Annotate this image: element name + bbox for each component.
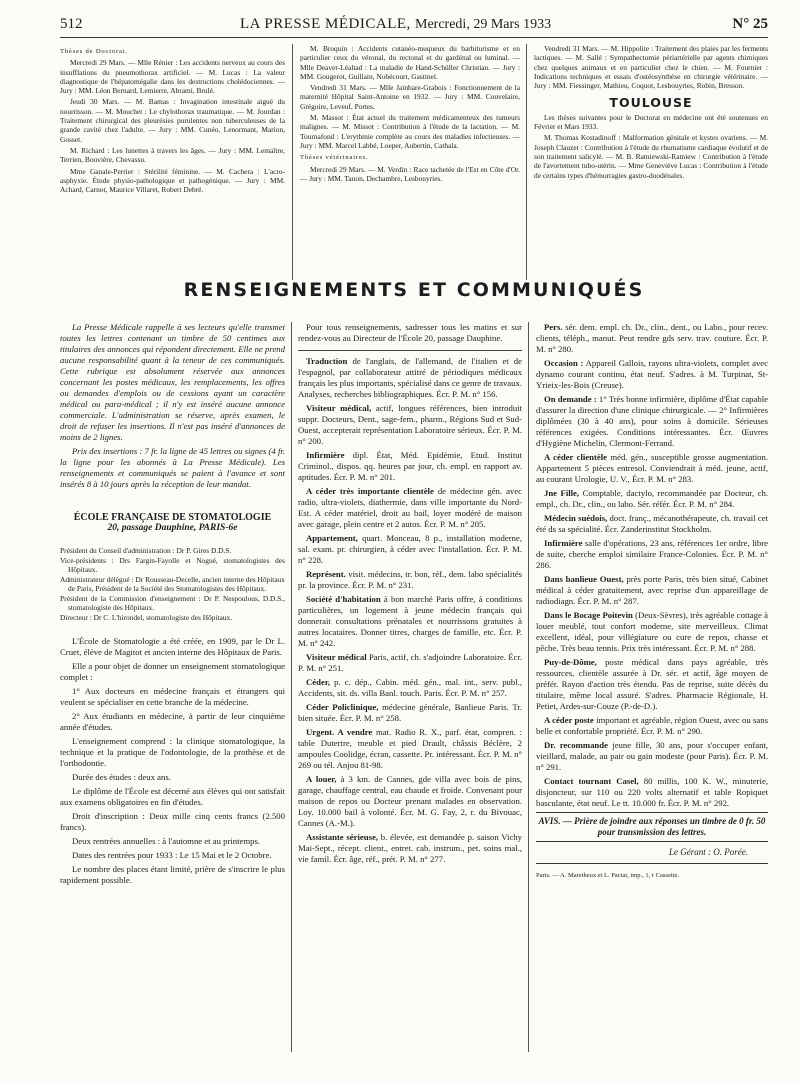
column-divider — [291, 322, 292, 1052]
classified-ad — [298, 486, 522, 530]
paragraph: M. Thomas Kostadinoff : Malformation génitale et kystes ovariens. — M. Joseph Clauzet : Contribution à l'étude du rhumatisme cardiaque évolutif et de son traitement salicylé. — M. B. Ratniewski-Ratniew : Contribution à l'étude de l'avortement tubo-utérin. — Mme Geneviève Lucas : Contribution à l'étude de certains types d'hémorragies gastro-duodénales. — [534, 133, 768, 180]
page-number: 512 — [60, 16, 83, 32]
paragraph: M. Broquin : Accidents cutanéo-muqueux du barbiturisme et en particulier ceux du véronal, du rectonal et du gardénal ou luminal. — Mlle Deaver-Léaltad : La maladie de Hand-Schüller Christian. — Jury : MM. Gougerot, Guillain, Nobécourt, Gastinel. — [300, 44, 520, 81]
gerant-signature: Le Gérant : O. Porée. — [536, 842, 768, 864]
ad-lead: A céder très importante clientèle — [306, 486, 434, 496]
ad-text: Paris, actif, ch. s'adjoindre Laboratoire. Écr. P. M. n° 251. — [298, 652, 522, 673]
header-rule — [60, 37, 768, 38]
classified-ad — [298, 594, 522, 649]
paragraph: Mercredi 29 Mars. — Mlle Rénier : Les accidents nerveux au cours des insufflations du pneumothorax artificiel. — M. Lucas : La valeur diagnostique de l'hépatomégalie dans les destructions cholédociennes. — Jury : MM. Léon Bernard, Lemierre, Abrami, Brulé. — [60, 58, 285, 96]
classified-ad — [536, 574, 768, 607]
paragraph: Vendredi 31 Mars. — M. Hippolite : Traitement des plaies par les ferments lactiques. — M. Sallé : Sympathectomie périartérielle par agents chimiques chez quelques animaux et en particulier chez le chien. — M. Fournier : Indications techniques et essais d'ostéosynthèse en chirurgie vétérinaire. — Jury : MM. Fiessinger, Mathieu, Coquot, Lesbouyries, Robin, Bresson. — [534, 44, 768, 91]
classified-ad — [536, 488, 768, 510]
classified-ad — [298, 702, 522, 724]
classified-ad — [536, 610, 768, 654]
classified-ad — [536, 776, 768, 809]
ad-text: doct. franç., mécanothérapeute, ch. travail cet été ds sa spécialité. Écr. Zanderinstitut Stockholm. — [536, 513, 768, 534]
intro-notice — [60, 322, 285, 490]
paragraph: 2° Aux étudiants en médecine, à partir de leur cinquième année d'études. — [60, 711, 285, 732]
paragraph: Jeudi 30 Mars. — M. Bamas : Invagination intestinale aiguë du nourrisson. — M. Mouchet : Le chylothorax traumatique. — M. Jourdan : Traitement chirurgical des pleurésies purulentes non tuberculeuses de la grande cavité chez l'adulte. — Jury : MM. Cunéo, Lenormant, Marion, Gosset. — [60, 97, 285, 144]
ad-lead: Dans le Bocage Poitevin — [544, 610, 633, 620]
divider-rule — [298, 350, 522, 351]
ad-text: à 3 km. de Cannes, gde villa avec bois de pins, garage, chauffage central, eau chaude et froide. Convenant pour maison de repos ou Docteur prenant malades en observation. Loy. 10.000 bail à volonté. Écr. M. G. Fay, 2, r. du Bivouac, Cannes (A.-M.). — [298, 774, 522, 828]
ad-lead: A céder clientèle — [544, 452, 607, 462]
paragraph: Président de la Commission d'enseignement : Dr P. Nespoulous, D.D.S., stomatologiste des Hôpitaux. — [60, 594, 285, 612]
ecole-description — [60, 636, 285, 886]
ad-text: poste médical dans pays agréable, très ressources, clientèle assurée à Dr. sér. et actif, âge moyen de préfér. Rayon d'action très étendu. Pas de reprise, suite décès du titulaire, même local assuré. S'adres. Pharmacie Régionale, H. Petiet, Ardes-sur-Couze (P.-de-D.). — [536, 657, 768, 711]
classified-ad — [298, 356, 522, 400]
paragraph: 1° Aux docteurs en médecine français et étrangers qui veulent se spécialiser en cette branche de la médecine. — [60, 686, 285, 707]
ad-text: b. élevée, est demandée p. saison Vichy Mai-Sept., récept. client., entret. cab. instrum., pet. soins mal., vie famil. Écr. âge, réf., prét. P. M. n° 277. — [298, 832, 522, 864]
ad-text: 80 millis, 100 K. W., minuterie, disjoncteur, sur 110 ou 220 volts alternatif et table Ropiquet basculante, état neuf. Le tt. 10.000 fr. Écr. P. M. n° 292. — [536, 776, 768, 808]
ad-lead: Assistante sérieuse, — [306, 832, 379, 842]
theses-column-1 — [60, 44, 285, 280]
classified-ad — [298, 569, 522, 591]
ad-text: important et agréable, région Ouest, avec ou sans belle et confortable propriété. Écr. P. M. n° 290. — [536, 715, 768, 736]
ad-lead: Appartement, — [306, 533, 358, 543]
paragraph: M. Richard : Les lunettes à travers les âges. — Jury : MM. Lemaître, Terrien, Bouvière, Chevassu. — [60, 145, 285, 165]
paragraph: Le diplôme de l'École est décerné aux élèves qui ont satisfait aux examens obligatoires en fin d'études. — [60, 786, 285, 807]
communiques-column-3 — [536, 322, 768, 1052]
classified-ad — [536, 538, 768, 571]
classified-ad — [298, 450, 522, 483]
classified-ad — [536, 657, 768, 712]
classified-ad — [536, 358, 768, 391]
ad-lead: Puy-de-Dôme, — [544, 657, 597, 667]
ad-lead: Traduction — [306, 356, 348, 366]
ad-lead: Urgent. A vendre — [306, 727, 373, 737]
paragraph: Durée des études : deux ans. — [72, 772, 171, 782]
paragraph: Deux rentrées annuelles : à l'automne et au printemps. — [72, 836, 261, 846]
ad-lead: Société d'habitation — [306, 594, 381, 604]
classified-ad — [298, 652, 522, 674]
ad-lead: Infirmière — [544, 538, 583, 548]
paragraph: Prix des insertions : 7 fr. la ligne de 45 lettres ou signes (4 fr. la ligne pour les abonnés à La Presse Médicale). Les renseignements et communiqués se paient à l'avance et sont insérés 8 à 10 jours après la réception de leur mandat. — [60, 446, 285, 489]
ad-lead: Pers. — [544, 322, 563, 332]
ad-text: près porte Paris, très bien situé, Cabinet médical à céder gratuitement, avec reprise d'un appareillage de radiodiagn. Écr. P. M. n° 287. — [536, 574, 768, 606]
paragraph: M. Massot : État actuel du traitement médicamenteux des tumeurs malignes. — M. Missot : Contribution à l'étude de la lactation. — M. Tournafond : L'erythmie complète au cours des maladies infectieuses. — Jury : MM. Marcel Labbé, Loeper, Aubertin, Cathala. — [300, 113, 520, 150]
classified-ad — [298, 832, 522, 865]
ad-lead: Dans banlieue Ouest, — [544, 574, 624, 584]
communiques-section — [60, 322, 768, 1052]
ad-text: méd. gén., susceptible grosse augmentation. Appartement 5 pièces entresol. Conviendrait à méd. jeune, actif, au courant Urologie, U. V., Écr. P. M. n° 283. — [536, 452, 768, 484]
ad-lead: Visiteur médical, — [306, 403, 372, 413]
doctorat-list — [60, 58, 285, 194]
ad-lead: Dr. recommande — [544, 740, 608, 750]
ad-lead: A céder poste — [544, 715, 594, 725]
ad-lead: Contact tournant Casel, — [544, 776, 639, 786]
ad-lead: Céder, — [306, 677, 331, 687]
ad-lead: Céder Policlinique, — [306, 702, 379, 712]
classified-ad — [536, 452, 768, 485]
veterinaire-entry: Mercredi 29 Mars. — M. Verdin : Race tachetée de l'Est en Côte d'Or. — Jury : MM. Tanon, Dechambre, Lesbouyries. — [300, 164, 520, 183]
classified-ad — [298, 533, 522, 566]
theses-list-3 — [534, 44, 768, 90]
journal-name: LA PRESSE MÉDICALE, — [240, 16, 411, 32]
paragraph: Administrateur délégué : Dr Rousseau-Decelle, ancien interne des Hôpitaux de Paris, Président de la Société des Stomatologistes des Hôpitaux. — [60, 575, 285, 593]
ad-lead: Médecin suédois, — [544, 513, 608, 523]
classified-ad — [536, 715, 768, 737]
toulouse-heading: TOULOUSE — [609, 95, 693, 111]
ad-text: sér. dem. empl. ch. Dr., clin., dent., ou Labo., pour recev. clients, téléph., manut. Peut rendre gds serv. trav. couture. Écr. P. M. n° 280. — [536, 322, 768, 354]
journal-title — [240, 16, 551, 33]
paragraph: La Presse Médicale rappelle à ses lecteurs qu'elle transmet toutes les lettres contenant un timbre de 50 centimes aux titulaires des annonces qui répondent directement. Elle ne prend aucune responsabilité quant à la teneur de ces communiqués. Cette rubrique est absolument réservée aux annonces concernant les postes médicaux, les remplacements, les offres ou demandes d'emplois ou de cessions ayant un caractère médical ou para-médical ; il n'y est inséré aucune annonce commerciale. L'administration se réserve, après examen, le droit de refuser les insertions. Il n'est pas inséré d'annonces de moins de 2 lignes. — [60, 322, 285, 442]
ad-text: p. c. dép., Cabin. méd. gén., mal. int., serv. publ., Accidents, sit. ds. villa Banl. touch. Paris. Écr. P. M. n° 257. — [298, 677, 522, 698]
ads-list-3 — [536, 322, 768, 809]
theses-section — [60, 44, 768, 280]
ad-text: jeune fille, 30 ans, pour s'occuper enfant, vieillard, malade, au pair ou gain modeste (pour Paris). Écr. P. M. n° 291. — [536, 740, 768, 772]
column-divider — [528, 322, 529, 1052]
veterinaire-heading: Thèses vétérinaires. — [300, 154, 369, 162]
theses-column-3 — [534, 44, 768, 280]
ad-lead: On demande : — [544, 394, 597, 404]
classified-ad — [298, 774, 522, 829]
ad-text: (Deux-Sèvres), très agréable cottage à louer meublé, tout confort moderne, site merveilleux. Climat excellent, idéal, pour villégiature ou cure de repos, chasse et pêche. Très beau tennis. Prix très intéressant. Écr. P. M. n° 288. — [536, 610, 768, 653]
ad-lead: A louer, — [306, 774, 337, 784]
doctorat-heading: Thèses de Doctorat. — [60, 48, 128, 55]
classified-ad — [536, 394, 768, 449]
ad-lead: Jne Fille, — [544, 488, 580, 498]
ecole-board — [60, 546, 285, 622]
classified-ad — [536, 740, 768, 773]
ad-lead: Infirmière — [306, 450, 345, 460]
column-divider — [292, 44, 293, 280]
classified-ad — [298, 403, 522, 447]
ad-text: quart. Monceau, 8 p., installation moderne, sal. exam. pr. chirurgien, à céder avec l'installation. Écr. P. M. n° 228. — [298, 533, 522, 565]
ad-text: de l'anglais, de l'allemand, de l'italien et de l'espagnol, par collaborateur attitré de périodiques médicaux français les plus importants, spécialisé dans ce genre de travaux. Analyses, recherches bibliographiques. Écr. P. M. n° 156. — [298, 356, 522, 399]
ad-text: actif, longues références, bien introduit suppr. Docteurs, Dent., sage-fem., pharm., Régions Sud et Sud-Ouest, accepterait représentation Laboratoire sérieux. Écr. P. M. n° 200. — [298, 403, 522, 446]
section-banner: RENSEIGNEMENTS ET COMMUNIQUÉS — [183, 279, 645, 301]
paragraph: Droit d'inscription : Deux mille cinq cents francs (2.500 francs). — [60, 811, 285, 832]
ad-text: Appareil Gallois, rayons ultra-violets, complet avec dynamo courant continu, état neuf. S'adres. à M. Turpinat, St-Yrieix-les-Bois (Creuse). — [536, 358, 768, 390]
ad-text: salle d'opérations, 23 ans, références 1er ordre, libre de suite, cherche emploi similaire France-Colonies. Écr. P. M. n° 286. — [536, 538, 768, 570]
paragraph: Président du Conseil d'administration : Dr P. Gires D.D.S. — [60, 546, 232, 555]
classified-ad — [536, 513, 768, 535]
paragraph: L'École de Stomatologie a été créée, en 1909, par le Dr L. Cruet, élève de Magitot et ancien interne des Hôpitaux de Paris. — [60, 636, 285, 657]
paragraph: Le nombre des places étant limité, prière de s'inscrire le plus rapidement possible. — [60, 864, 285, 885]
communiques-column-2 — [298, 322, 522, 1052]
ecole-address: 20, passage Dauphine, PARIS-6e — [107, 523, 238, 533]
paragraph: Directeur : Dr C. L'hirondel, stomatologiste des Hôpitaux. — [60, 613, 233, 622]
theses-list-2 — [300, 44, 520, 150]
ad-text: à bon marché Paris offre, à conditions particulières, un logement à jeune médecin français qui donnerait consultations prénatales et nourrissons gratuites à autres locataires. Donner titres, charges de famille, etc. Écr. P. M. n° 242. — [298, 594, 522, 648]
ad-text: 1° Très bonne infirmière, diplôme d'État capable d'assurer la direction d'une clinique chirurgicale. — 2° Infirmières diplômées (30 à 40 ans), pour soins à domicile. Sérieuses références exigées. Conditions intéressantes. Écr. Œuvres d'Hygiène Michelin, Clermont-Ferrand. — [536, 394, 768, 448]
page-header — [60, 16, 768, 36]
ad-text: mat. Radio R. X., parf. état, compren. : table Dutertre, meuble et pied Drault, châssis Béclère, 2 ampoules Coolidge, écran, cassette. Pr. intéressant. Écr. P. M. n° 269 ou tél. Anjou 81-98. — [298, 727, 522, 770]
paragraph: Les thèses suivantes pour le Doctorat en médecine ont été soutenues en Février et Mars 1933. — [534, 112, 768, 132]
toulouse-list — [534, 113, 768, 180]
ad-lead: Représent. — [306, 569, 346, 579]
paragraph: L'enseignement comprend : la clinique stomatologique, la technique et la pratique de l'odontologie, de la prothèse et de l'orthodontie. — [60, 736, 285, 768]
ad-text: Comptable, dactylo, recommandée par Docteur, ch. empl., ch. Dr., clin., ou labo. Sér. référ. Écr. P. M. n° 284. — [536, 488, 768, 509]
paragraph: Vice-présidents : Drs Fargin-Fayolle et Nogué, stomatologistes des Hôpitaux. — [60, 556, 285, 574]
paragraph: Vendredi 31 Mars. — Mlle Jainbare-Grabois : Fonctionnement de la maternité Hôpital Saint-Antoine en 1932. — Jury : MM. Couvelaire, Grégoire, Leveuf, Portes. — [300, 83, 520, 111]
ad-text: visit. médecins, tr. bon, réf., dem. labo spécialités pr. la province. Écr. P. M. n° 231. — [298, 569, 522, 590]
ad-lead: Occasion : — [544, 358, 584, 368]
ad-text: médecine générale, Banlieue Paris. Tr. bien située. Écr. P. M. n° 258. — [298, 702, 522, 723]
ad-text: dipl. État, Méd. Epidémie, Etud. Institut Criminol., dispos. qq. heures par jour, ch. empl. en rapport av. aptitudes. Écr. P. M. n° 201. — [298, 450, 522, 482]
classified-ad — [298, 727, 522, 771]
avis-notice: AVIS. — Prière de joindre aux réponses un timbre de 0 fr. 50 pour transmission des lettres. — [536, 812, 768, 842]
communiques-column-1 — [60, 322, 285, 1052]
issue-number: N° 25 — [732, 16, 768, 32]
printer-imprint: Paris. — A. Maretheux et L. Pactat, imp., 1, r Cassette. — [536, 872, 679, 879]
ad-lead: Visiteur médical — [306, 652, 367, 662]
ads-list-2 — [298, 356, 522, 865]
paragraph: Elle a pour objet de donner un enseignement stomatologique complet : — [60, 661, 285, 682]
ad-text: de médecine gén. avec radio, ultra-violets, diathermie, dans ville importante du Nord-Est. A céder matériel, droit au bail, loyer modéré de maison avec garage, plein centre et 2 autos. Écr. P. M. n° 205. — [298, 486, 522, 529]
directeur-contact: Pour tous renseignements, sadresser tous les matins et sur rendez-vous au Directeur de l'École 20, passage Dauphine. — [298, 322, 522, 343]
ecole-title: ÉCOLE FRANÇAISE DE STOMATOLOGIE — [73, 512, 272, 523]
classified-ad — [536, 322, 768, 355]
column-divider — [526, 44, 527, 280]
issue-date: Mercredi, 29 Mars 1933 — [415, 17, 552, 32]
paragraph: Mme Ganale-Perrier : Stérilité féminine. — M. Cachera : L'acro-asphyxie. Étude physio-pathologique et pathogénique. — Jury : MM. Achard, Carnot, Maurice Villaret, Robert Debré. — [60, 166, 285, 195]
paragraph: Dates des rentrées pour 1933 : Le 15 Mai et le 2 Octobre. — [72, 850, 272, 860]
theses-column-2 — [300, 44, 520, 280]
classified-ad — [298, 677, 522, 699]
